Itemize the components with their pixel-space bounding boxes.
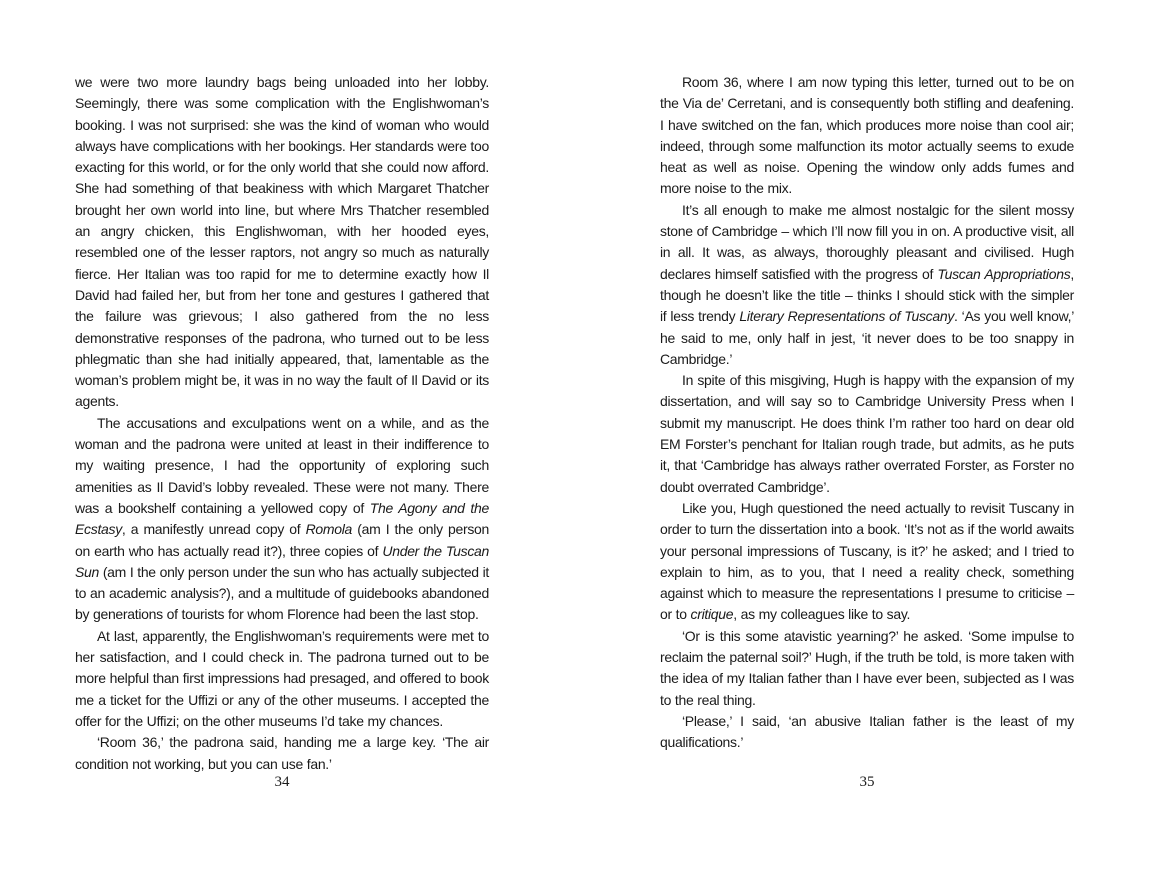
body-text: . ‘As you well know,’ he said to me, only half in jest, ‘it never does to be too snappy in Cambridge.’ xyxy=(660,308,1075,367)
italic-title-text: Tuscan Appropriations xyxy=(937,265,1071,282)
left-page-text-column xyxy=(75,72,489,775)
body-text: The accusations and exculpations went on a while, and as the woman and the padrona were united at least in their indifference to my waiting presence, I had the opportunity of exploring such amenities as Il David’s lobby revealed. These were not many. There was a bookshelf containing a yellowed copy of xyxy=(75,414,489,516)
paragraph xyxy=(660,200,1074,370)
paragraph xyxy=(75,626,489,732)
paragraph xyxy=(75,72,489,413)
left-page-number: 34 xyxy=(274,774,290,790)
paragraph xyxy=(660,72,1074,200)
italic-title-text: Under the Tuscan Sun xyxy=(75,542,490,580)
right-page-text-column xyxy=(660,72,1074,754)
italic-title-text: Literary Representations of Tuscany xyxy=(739,308,955,325)
body-text: ‘Room 36,’ the padrona said, handing me a large key. ‘The air condition not working, but you can use fan.’ xyxy=(75,734,489,772)
body-text: (am I the only person under the sun who has actually subjected it to an academic analysis?), and a multitude of guidebooks abandoned by generations of tourists for whom Florence had been the last stop. xyxy=(75,563,489,623)
italic-title-text: The Agony and the Ecstasy xyxy=(75,499,489,538)
body-text: ‘Please,’ I said, ‘an abusive Italian father is the least of my qualifications.’ xyxy=(660,712,1074,751)
body-text: It’s all enough to make me almost nostalgic for the silent mossy stone of Cambridge – which I’ll now fill you in on. A productive visit, all in all. It was, as always, thoroughly pleasant and civilised. Hugh declares himself satisfied with the progress of xyxy=(660,201,1074,282)
body-text: ‘Or is this some atavistic yearning?’ he asked. ‘Some impulse to reclaim the paternal soil?’ Hugh, if the truth be told, is more taken with the idea of my Italian father than I have ever been, subjected as I was to the real thing. xyxy=(660,627,1074,708)
body-text: , though he doesn’t like the title – thinks I should stick with the simpler if less trendy xyxy=(660,265,1074,325)
paragraph xyxy=(660,370,1074,498)
italic-title-text: Romola xyxy=(305,521,353,538)
body-text: In spite of this misgiving, Hugh is happy with the expansion of my dissertation, and will say so to Cambridge University Press when I submit my manuscript. He does think I’m rather too hard on dear old EM Forster’s penchant for Italian rough trade, but admits, as he puts it, that ‘Cambridge has always rather overrated Forster, as Forster no doubt overrated Cambridge’. xyxy=(660,372,1074,495)
body-text: Like you, Hugh questioned the need actually to revisit Tuscany in order to turn the dissertation into a book. ‘It’s not as if the world awaits your personal impressions of Tuscany, is it?’ he asked; and I tried to explain to him, as to you, that I need a reality check, something against which to measure the representations I presume to criticise – or to xyxy=(660,499,1074,623)
paragraph xyxy=(660,711,1074,754)
body-text: (am I the only person on earth who has actually read it?), three copies of xyxy=(75,521,489,559)
body-text: , as my colleagues like to say. xyxy=(733,606,911,623)
paragraph xyxy=(75,413,489,626)
body-text: we were two more laundry bags being unloaded into her lobby. Seemingly, there was some complication with the Englishwoman’s booking. I was not surprised: she was the kind of woman who would always have complications with her bookings. Her standards were too exacting for this world, or for the only world that she could now afford. She had something of that beakiness with which Margaret Thatcher brought her own world into line, but where Mrs Thatcher resembled an angry chicken, this Englishwoman, with her hooded eyes, resembled one of the lesser raptors, not angry so much as naturally fierce. Her Italian was too rapid for me to determine exactly how Il David had failed her, but from her tone and gestures I gathered that the failure was grievous; I also gathered from the no less demonstrative responses of the padrona, who turned out to be less phlegmatic than she had initially appeared, that, lamentable as the woman’s problem might be, it was in no way the fault of Il David or its agents. xyxy=(75,74,489,410)
right-page-number: 35 xyxy=(859,774,875,790)
body-text: Room 36, where I am now typing this letter, turned out to be on the Via de’ Cerretani, and is consequently both stifling and deafening. I have switched on the fan, which produces more noise than cool air; indeed, through some malfunction its motor actually seems to exude heat as well as noise. Opening the window only adds fumes and more noise to the mix. xyxy=(660,74,1074,197)
body-text: At last, apparently, the Englishwoman’s requirements were met to her satisfaction, and I could check in. The padrona turned out to be more helpful than first impressions had presaged, and offered to book me a ticket for the Uffizi or any of the other museums. I accepted the offer for the Uffizi; on the other museums I’d take my chances. xyxy=(75,627,489,729)
paragraph xyxy=(660,498,1074,626)
paragraph xyxy=(660,626,1074,711)
paragraph xyxy=(75,732,489,775)
body-text: , a manifestly unread copy of xyxy=(121,521,306,538)
italic-title-text: critique xyxy=(690,606,734,623)
